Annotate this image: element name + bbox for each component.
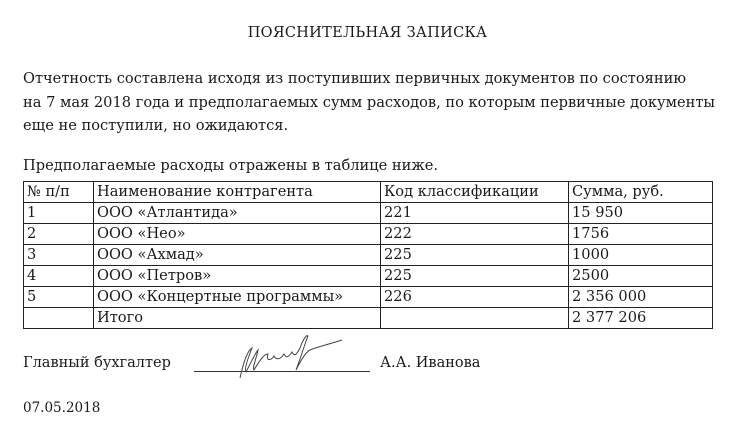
table-row bbox=[24, 245, 713, 266]
table-cell: Код классификации bbox=[381, 182, 569, 203]
table-cell: 222 bbox=[381, 224, 569, 245]
table-cell: 4 bbox=[24, 266, 94, 287]
table-cell: Итого bbox=[94, 308, 381, 329]
table-cell: № п/п bbox=[24, 182, 94, 203]
table-header-row bbox=[24, 182, 713, 203]
explanation-paragraph bbox=[23, 67, 723, 138]
table-cell: 2 bbox=[24, 224, 94, 245]
table-row bbox=[24, 308, 713, 329]
table-cell: 15 950 bbox=[569, 203, 713, 224]
table-cell bbox=[381, 308, 569, 329]
paragraph-line: на 7 мая 2018 года и предполагаемых сумм расходов, по которым первичные документы bbox=[23, 93, 716, 111]
table-cell: Сумма, руб. bbox=[569, 182, 713, 203]
table-cell: ООО «Ахмад» bbox=[94, 245, 381, 266]
table-cell bbox=[24, 308, 94, 329]
table-cell: ООО «Петров» bbox=[94, 266, 381, 287]
handwritten-signature bbox=[230, 330, 360, 380]
table-cell: 5 bbox=[24, 287, 94, 308]
table-row bbox=[24, 224, 713, 245]
table-cell: Наименование контрагента bbox=[94, 182, 381, 203]
table-cell: 225 bbox=[381, 245, 569, 266]
table-cell: ООО «Концертные программы» bbox=[94, 287, 381, 308]
table-intro: Предполагаемые расходы отражены в таблице ниже. bbox=[23, 157, 439, 174]
table-cell: ООО «Нео» bbox=[94, 224, 381, 245]
expenses-table bbox=[23, 181, 713, 329]
table-cell: 1 bbox=[24, 203, 94, 224]
table-cell: 1756 bbox=[569, 224, 713, 245]
table-row bbox=[24, 266, 713, 287]
table-cell: 221 bbox=[381, 203, 569, 224]
table-cell: 1000 bbox=[569, 245, 713, 266]
document-date: 07.05.2018 bbox=[23, 400, 101, 416]
signatory-name: А.А. Иванова bbox=[380, 355, 481, 371]
table-cell: ООО «Атлантида» bbox=[94, 203, 381, 224]
paragraph-line: Отчетность составлена исходя из поступивших первичных документов по состоянию bbox=[23, 70, 687, 87]
table-row bbox=[24, 203, 713, 224]
table-cell: 2500 bbox=[569, 266, 713, 287]
table-cell: 3 bbox=[24, 245, 94, 266]
table-cell: 2 356 000 bbox=[569, 287, 713, 308]
table-cell: 2 377 206 bbox=[569, 308, 713, 329]
document-title: ПОЯСНИТЕЛЬНАЯ ЗАПИСКА bbox=[247, 25, 488, 41]
paragraph-line: еще не поступили, но ожидаются. bbox=[23, 117, 289, 134]
table-cell: 225 bbox=[381, 266, 569, 287]
table-cell: 226 bbox=[381, 287, 569, 308]
signature-role: Главный бухгалтер bbox=[23, 355, 171, 371]
table-row bbox=[24, 287, 713, 308]
